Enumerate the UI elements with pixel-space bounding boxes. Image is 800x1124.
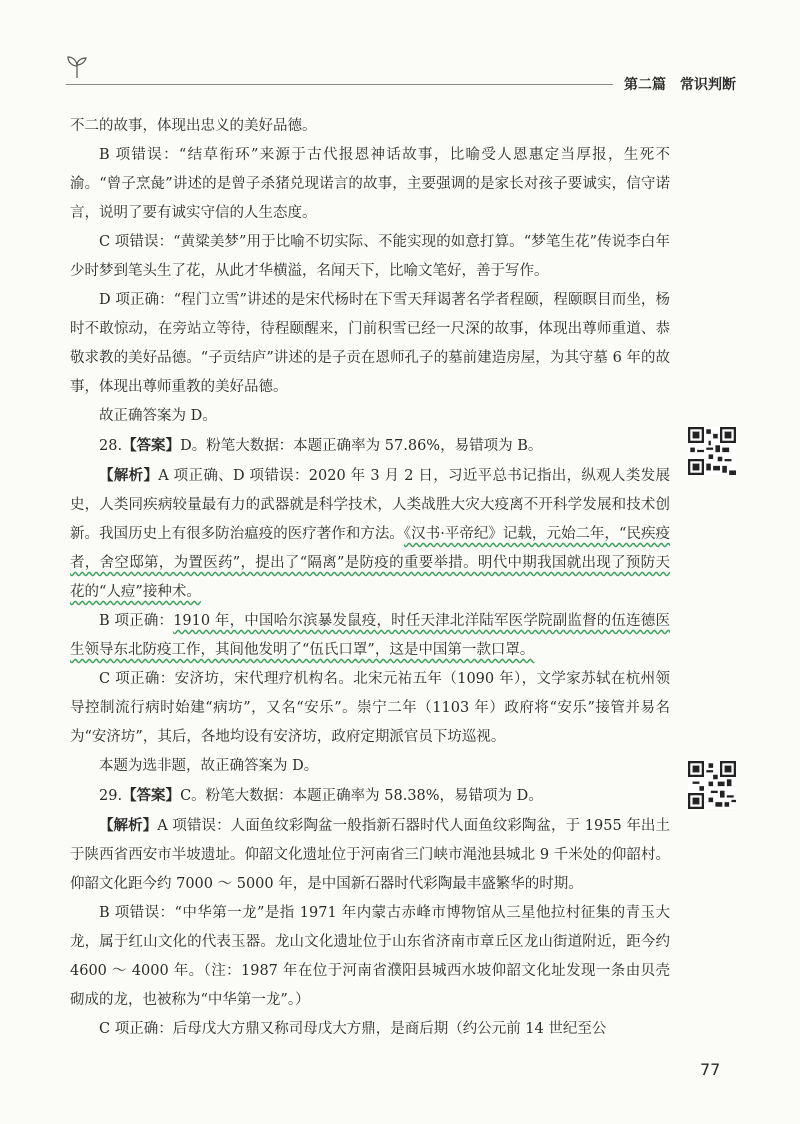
qr-code-icon[interactable] [688, 427, 736, 475]
answer-text: D。粉笔大数据：本题正确率为 57.86%，易错项为 B。 [180, 438, 543, 454]
qr-code-icon[interactable] [688, 761, 736, 809]
paragraph: 本题为选非题，故正确答案为 D。 [99, 758, 319, 774]
analysis-paragraph [70, 461, 670, 607]
highlighted-text: 《汉书·平帝纪》记载，元始二年，“民疾疫者，舍空邸第，为置医药”，提出了“隔离”是防疫的重要举措。明代中期我国就出现了预防天花的“人痘”接种术。 [70, 526, 671, 600]
question-number: 29. [99, 788, 123, 804]
analysis-label: 【解析】 [99, 467, 159, 484]
page-body [70, 112, 670, 1044]
answer-label: 【答案】 [122, 787, 181, 804]
paragraph: C 项错误：“黄粱美梦”用于比喻不切实际、不能实现的如意打算。“梦笔生花”传说李白年少时梦到笔头生了花，从此才华横溢，名闻天下，比喻文笔好，善于写作。 [70, 234, 670, 279]
paragraph: D 项正确：“程门立雪”讲述的是宋代杨时在下雪天拜谒著名学者程颐，程颐瞑目而坐，杨时不敢惊动，在旁站立等待，待程颐醒来，门前积雪已经一尺深的故事，体现出尊师重道、恭敬求教的美好品德。“子贡结庐”讲述的是子贡在恩师孔子的墓前建造房屋，为其守墓 6 年的故事，体现出尊师重教的美好品德。 [70, 292, 670, 395]
paragraph: 不二的故事，体现出忠义的美好品德。 [70, 118, 317, 134]
page-number: 77 [700, 1060, 721, 1079]
answer-line-29 [70, 781, 670, 811]
paragraph: B 项错误：“中华第一龙”是指 1971 年内蒙古赤峰市博物馆从三星他拉村征集的青玉大龙，属于红山文化的代表玉器。龙山文化遗址位于山东省济南市章丘区龙山街道附近，距今约 4600 ～ 4000 年。（注：1987 年在位于河南省濮阳县城西水坡仰韶文化址发现一条由贝壳砌成的龙，也被称为“中华第一龙”。） [70, 905, 670, 1008]
paragraph: 故正确答案为 D。 [99, 408, 217, 424]
paragraph: C 项正确：安济坊，宋代理疗机构名。北宋元祐五年（1090 年），文学家苏轼在杭州领导控制流行病时始建“病坊”，又名“安乐”。崇宁二年（1103 年）政府将“安乐”接管并易名为“安济坊”，其后，各地均设有安济坊，政府定期派官员下坊巡视。 [70, 671, 670, 745]
answer-line-28 [70, 431, 670, 461]
paragraph: B 项错误：“结草衔环”来源于古代报恩神话故事，比喻受人恩惠定当厚报，生死不渝。“曾子烹彘”讲述的是曾子杀猪兑现诺言的故事，主要强调的是家长对孩子要诚实，信守诺言，说明了要有诚实守信的人生态度。 [70, 147, 670, 221]
paragraph: C 项正确：后母戊大方鼎又称司母戊大方鼎，是商后期（约公元前 14 世纪至公 [99, 1021, 607, 1037]
option-label: B 项正确： [99, 613, 174, 629]
leaf-icon [64, 54, 90, 80]
analysis-text: A 项错误：人面鱼纹彩陶盆一般指新石器时代人面鱼纹彩陶盆，于 1955 年出土于陕西省西安市半坡遗址。仰韶文化遗址位于河南省三门峡市渑池县城北 9 千米处的仰韶村。仰韶文化距今约 7000 ～ 5000 年，是中国新石器时代彩陶最丰盛繁华的时期。 [70, 818, 670, 892]
analysis-label: 【解析】 [99, 817, 158, 834]
analysis-paragraph [70, 811, 670, 899]
answer-text: C。粉笔大数据：本题正确率为 58.38%，易错项为 D。 [180, 788, 543, 804]
section-title: 第二篇 常识判断 [624, 77, 736, 93]
page-header [0, 0, 800, 110]
highlighted-text: 1910 年，中国哈尔滨暴发鼠疫，时任天津北洋陆军医学院副监督的伍连德医生领导东北防疫工作，其间他发明了“伍氏口罩”，这是中国第一款口罩。 [70, 613, 670, 658]
answer-label: 【答案】 [122, 437, 181, 454]
paragraph [70, 607, 670, 665]
question-number: 28. [99, 438, 123, 454]
analysis-text: A 项正确、D 项错误：2020 年 3 月 2 日，习近平总书记指出，纵观人类发展史，人类同疾病较量最有力的武器就是科学技术，人类战胜大灾大疫离不开科学发展和技术创新。我国历史上有很多防治瘟疫的医疗著作和方法。 [70, 468, 670, 542]
header-rule [66, 84, 613, 85]
